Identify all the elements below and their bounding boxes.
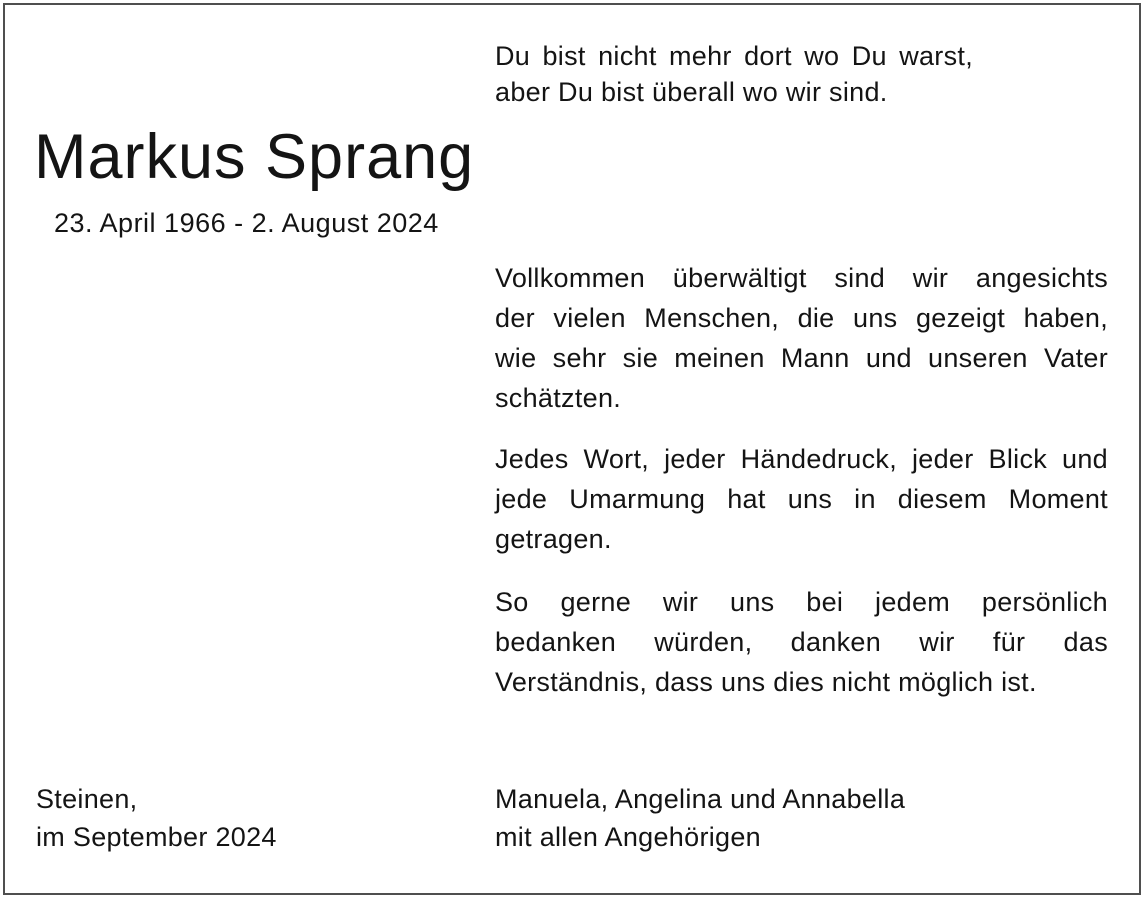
paragraph-line: bedanken würden, danken wir für das [495,627,1108,657]
memorial-quote-line: Du bist nicht mehr dort wo Du warst, [495,41,973,71]
condolence-paragraph [495,439,1108,559]
life-dates: 23. April 1966 - 2. August 2024 [54,208,439,238]
paragraph-line: getragen. [495,524,612,554]
paragraph-line: Jedes Wort, jeder Händedruck, jeder Blick und [495,444,1108,474]
deceased-name: Markus Sprang [34,122,475,192]
paragraph-line: wie sehr sie meinen Mann und unseren Vater [495,343,1108,373]
paragraph-line: Vollkommen überwältigt sind wir angesichts [495,263,1108,293]
paragraph-line: jede Umarmung hat uns in diesem Moment [495,484,1108,514]
family-relatives-line: mit allen Angehörigen [495,822,761,852]
paragraph-line: So gerne wir uns bei jedem persönlich [495,587,1108,617]
family-names-line: Manuela, Angelina und Annabella [495,784,906,814]
memorial-quote [495,38,973,110]
paragraph-line: der vielen Menschen, die uns gezeigt haben, [495,303,1108,333]
family-signature [495,780,905,856]
paragraph-line: Verständnis, dass uns dies nicht möglich ist. [495,667,1037,697]
condolence-paragraph [495,258,1108,418]
date-line: im September 2024 [36,822,277,852]
place-and-date [36,780,277,856]
condolence-paragraph [495,582,1108,702]
paragraph-line: schätzten. [495,383,622,413]
place-line: Steinen, [36,784,138,814]
memorial-quote-line: aber Du bist überall wo wir sind. [495,77,888,107]
